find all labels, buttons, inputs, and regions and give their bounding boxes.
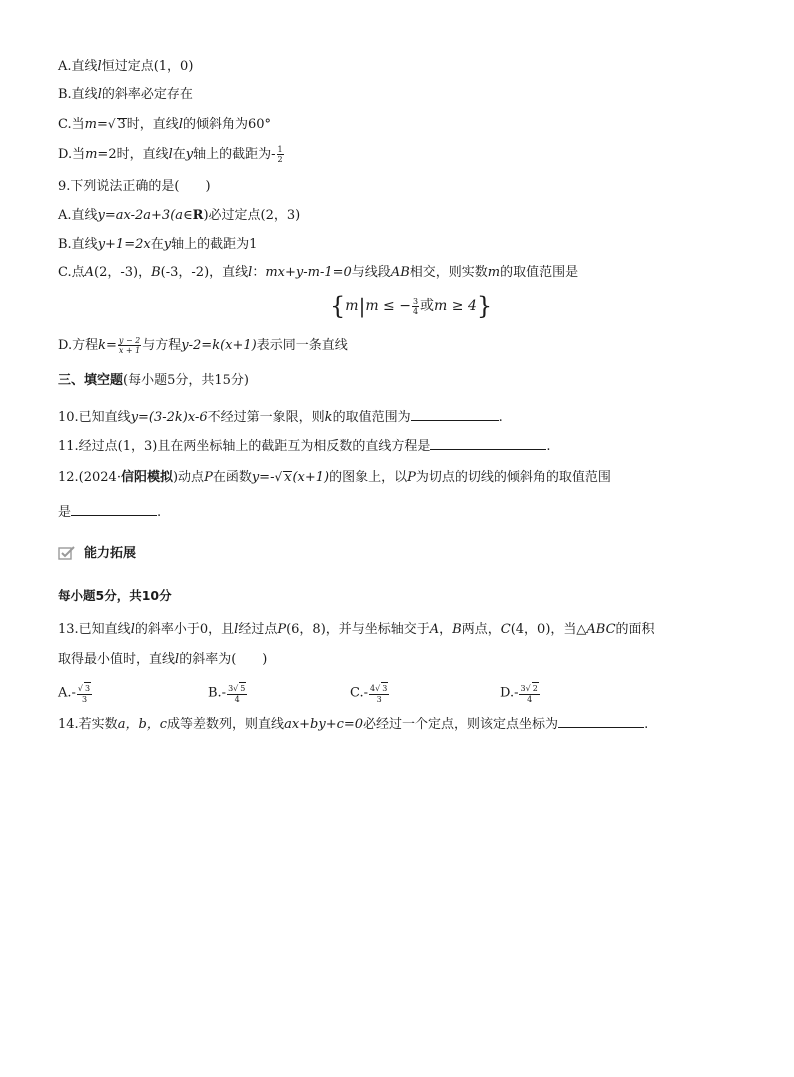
q8-b-rest: 的斜率必定存在 bbox=[101, 87, 193, 102]
sqrt-icon: √ bbox=[233, 684, 239, 693]
choice-label: A.- bbox=[58, 685, 76, 701]
q14-vars: a，b，c bbox=[117, 717, 168, 732]
q9-stem: 9.下列说法正确的是( ) bbox=[58, 179, 211, 194]
q8-option-d bbox=[58, 145, 285, 164]
q11-end: . bbox=[546, 439, 551, 454]
q9-c-text7: 的取值范围是 bbox=[500, 265, 579, 280]
q12-prefix: 12.(2024· bbox=[58, 470, 121, 485]
q11 bbox=[58, 437, 551, 456]
q9-c-set bbox=[330, 293, 492, 319]
choice-radicand: 2 bbox=[532, 684, 538, 693]
q8-d-y: y bbox=[185, 147, 194, 162]
sqrt-icon: √ bbox=[525, 684, 531, 693]
q8-option-c bbox=[58, 115, 271, 134]
q12-p: P bbox=[204, 470, 213, 485]
q8-a-var: l bbox=[97, 59, 102, 74]
q13-mid1: 的斜率小于0，且 bbox=[134, 622, 235, 637]
q12-end: . bbox=[157, 505, 162, 520]
q9-c-point-a: A bbox=[84, 265, 95, 280]
q8-d-fraction bbox=[277, 145, 284, 164]
q13 bbox=[58, 621, 655, 639]
q12-source: 信阳模拟 bbox=[120, 470, 173, 485]
q8-d-num: 1 bbox=[277, 145, 283, 154]
section-extension-note: 每小题5分，共10分 bbox=[58, 588, 172, 603]
section-note: (每小题5分，共15分) bbox=[123, 373, 249, 388]
set-cond2: m ≥ 4 bbox=[434, 298, 477, 314]
sqrt-icon: √ bbox=[77, 684, 84, 693]
choice-den: 3 bbox=[376, 695, 382, 704]
q13-mid6: (4，0)，当△ bbox=[510, 622, 587, 637]
q13-mid5: 两点， bbox=[461, 622, 501, 637]
q9-c-text2: (2，-3)， bbox=[94, 265, 152, 280]
q10-eq: y=(3-2k)x-6 bbox=[130, 410, 208, 425]
q13-choice-d[interactable] bbox=[500, 682, 541, 704]
set-or: 或 bbox=[420, 298, 435, 314]
choice-fraction bbox=[369, 682, 389, 704]
q10-prefix: 10.已知直线 bbox=[58, 410, 131, 425]
q11-text: 11.经过点(1，3)且在两坐标轴上的截距互为相反数的直线方程是 bbox=[58, 439, 431, 454]
q8-d-m: m bbox=[85, 147, 98, 162]
q9-c-text6: 相交，则实数 bbox=[409, 265, 488, 280]
set-left-brace: { bbox=[330, 292, 346, 320]
q12 bbox=[58, 468, 611, 487]
q14-prefix: 14.若实数 bbox=[58, 717, 118, 732]
choice-fraction bbox=[519, 682, 539, 704]
q12-p2: P bbox=[407, 470, 416, 485]
q12-sqrt: x bbox=[284, 470, 292, 485]
q12-answer-blank[interactable] bbox=[71, 503, 157, 516]
q9-a-rest: )必过定点(2，3) bbox=[203, 208, 301, 223]
choice-fraction bbox=[227, 682, 247, 704]
q9-b-eq: y+1=2x bbox=[97, 237, 151, 252]
q14-answer-blank[interactable] bbox=[558, 715, 644, 728]
q10-mid: 不经过第一象限，则 bbox=[207, 410, 325, 425]
q13-l: l bbox=[130, 622, 135, 637]
sqrt-icon: √ bbox=[274, 470, 283, 484]
q9-d-num: y − 2 bbox=[118, 336, 141, 345]
q9-d-fraction bbox=[118, 336, 141, 355]
set-right-brace: } bbox=[476, 292, 493, 320]
q14-rest: 必经过一个定点，则该定点坐标为 bbox=[363, 717, 559, 732]
q9-d-rest: 表示同一条直线 bbox=[256, 338, 348, 353]
set-bar: | bbox=[358, 294, 366, 318]
q8-c-mid: 时，直线 bbox=[126, 117, 179, 132]
choice-den: 3 bbox=[81, 695, 88, 704]
choice-radicand: 5 bbox=[240, 684, 246, 693]
q8-d-den: 2 bbox=[277, 155, 283, 164]
q9-option-d bbox=[58, 336, 348, 355]
q12-mid2: 在函数 bbox=[212, 470, 252, 485]
q13-p: P bbox=[277, 622, 287, 637]
choice-den: 4 bbox=[527, 695, 533, 704]
q13-line2 bbox=[58, 651, 267, 669]
q8-c-m: m bbox=[84, 117, 97, 132]
q14 bbox=[58, 715, 648, 734]
q9-c-text5: 与线段 bbox=[351, 265, 391, 280]
q9-d-mid: 与方程 bbox=[142, 338, 182, 353]
q8-c-rest: 的倾斜角为60° bbox=[182, 117, 272, 132]
q8-d-prefix: D.当 bbox=[58, 147, 86, 162]
q12-mid3: 的图象上，以 bbox=[329, 470, 408, 485]
q10-end: . bbox=[498, 410, 503, 425]
q9-b-mid: 在 bbox=[150, 237, 164, 252]
q10-answer-blank[interactable] bbox=[411, 408, 499, 421]
q8-c-sqrt: 3 bbox=[117, 117, 126, 132]
q13-b: B bbox=[452, 622, 462, 637]
q9-c-text4: ： bbox=[252, 265, 266, 280]
q8-d-var: l bbox=[168, 147, 173, 162]
q13-mid7: 的面积 bbox=[615, 622, 655, 637]
q8-d-eq: =2时，直线 bbox=[97, 147, 169, 162]
q8-c-eq: = bbox=[96, 117, 108, 132]
q13-prefix: 13.已知直线 bbox=[58, 622, 131, 637]
q8-a-rest: 恒过定点(1，0) bbox=[101, 59, 194, 74]
q13-choice-a[interactable] bbox=[58, 682, 93, 704]
q9-b-rest: 轴上的截距为1 bbox=[171, 237, 258, 252]
q8-d-rest: 轴上的截距为- bbox=[193, 147, 276, 162]
choice-den: 4 bbox=[234, 695, 240, 704]
choice-label: C.- bbox=[350, 685, 369, 701]
q9-d-eq: y-2=k(x+1) bbox=[181, 338, 257, 353]
check-box-icon bbox=[58, 546, 76, 561]
q13-line2-b: 的斜率为( ) bbox=[179, 652, 268, 667]
q13-mid3: (6，8)，并与坐标轴交于 bbox=[286, 622, 430, 637]
q11-answer-blank[interactable] bbox=[430, 437, 546, 450]
q9-option-c bbox=[58, 264, 578, 282]
q12-line2-text: 是 bbox=[58, 505, 72, 520]
q9-a-prefix: A.直线 bbox=[58, 208, 98, 223]
choice-coef: 3 bbox=[520, 684, 526, 693]
q9-c-eq: mx+y-m-1=0 bbox=[265, 265, 352, 280]
q13-c: C bbox=[500, 622, 511, 637]
q9-d-k: k= bbox=[98, 338, 117, 353]
set-den: 4 bbox=[412, 306, 419, 316]
q9-c-segment: AB bbox=[390, 265, 410, 280]
section-title: 三、填空题 bbox=[58, 373, 124, 388]
q12-eq1: y=- bbox=[251, 470, 275, 485]
q13-choice-c[interactable] bbox=[350, 682, 390, 704]
q13-line2-l: l bbox=[175, 652, 180, 667]
q9-a-eq: y=ax-2a+3(a∈ bbox=[97, 208, 193, 223]
q9-c-text3: (-3，-2)，直线 bbox=[160, 265, 249, 280]
q13-triangle: ABC bbox=[586, 622, 616, 637]
sqrt-icon: √ bbox=[107, 117, 116, 131]
q14-eq: ax+by+c=0 bbox=[284, 717, 364, 732]
q9-b-prefix: B.直线 bbox=[58, 237, 98, 252]
q14-mid: 成等差数列，则直线 bbox=[167, 717, 285, 732]
q9-c-point-b: B bbox=[151, 265, 161, 280]
q12-line2 bbox=[58, 503, 161, 522]
q10 bbox=[58, 408, 503, 427]
choice-coef: 4 bbox=[370, 684, 376, 693]
q12-rest: 为切点的切线的倾斜角的取值范围 bbox=[415, 470, 611, 485]
q9-c-m: m bbox=[487, 265, 501, 280]
q8-c-var: l bbox=[178, 117, 183, 132]
section-extension-title: 能力拓展 bbox=[84, 546, 137, 561]
q10-rest: 的取值范围为 bbox=[332, 410, 411, 425]
q9-option-a bbox=[58, 207, 300, 225]
choice-coef: 3 bbox=[228, 684, 234, 693]
q8-option-b bbox=[58, 86, 193, 104]
choice-label: D.- bbox=[500, 685, 519, 701]
q13-a: A bbox=[429, 622, 440, 637]
q12-eq2: (x+1) bbox=[292, 470, 330, 485]
q13-choice-b[interactable] bbox=[208, 682, 248, 704]
section-fill-blank-heading bbox=[58, 372, 249, 390]
q13-mid2: 经过点 bbox=[238, 622, 278, 637]
choice-radicand: 3 bbox=[382, 684, 388, 693]
q8-d-mid: 在 bbox=[172, 147, 186, 162]
q13-line2-a: 取得最小值时，直线 bbox=[58, 652, 176, 667]
choice-radicand: 3 bbox=[85, 684, 91, 693]
q9-a-real-set: R bbox=[192, 208, 204, 223]
q10-k: k bbox=[324, 410, 333, 425]
q13-mid4: ， bbox=[439, 622, 453, 637]
q8-option-a bbox=[58, 58, 193, 76]
choice-fraction bbox=[77, 682, 92, 704]
q14-end: . bbox=[644, 717, 649, 732]
q9-option-b bbox=[58, 236, 257, 254]
set-cond1: m ≤ − bbox=[365, 298, 411, 314]
set-var: m bbox=[345, 298, 359, 314]
set-fraction bbox=[412, 297, 419, 316]
q9-b-y: y bbox=[163, 237, 172, 252]
q8-c-prefix: C.当 bbox=[58, 117, 85, 132]
q9-c-text1: C.点 bbox=[58, 265, 85, 280]
q12-mid1: )动点 bbox=[172, 470, 205, 485]
q8-b-prefix: B.直线 bbox=[58, 87, 98, 102]
q9-c-l: l bbox=[248, 265, 253, 280]
set-num: 3 bbox=[412, 296, 419, 306]
choice-label: B.- bbox=[208, 685, 227, 701]
sqrt-icon: √ bbox=[375, 684, 381, 693]
q9-d-prefix: D.方程 bbox=[58, 338, 99, 353]
q9-d-den: x + 1 bbox=[118, 346, 141, 355]
q13-l2: l bbox=[234, 622, 239, 637]
q8-a-prefix: A.直线 bbox=[58, 59, 98, 74]
q8-b-var: l bbox=[97, 87, 102, 102]
